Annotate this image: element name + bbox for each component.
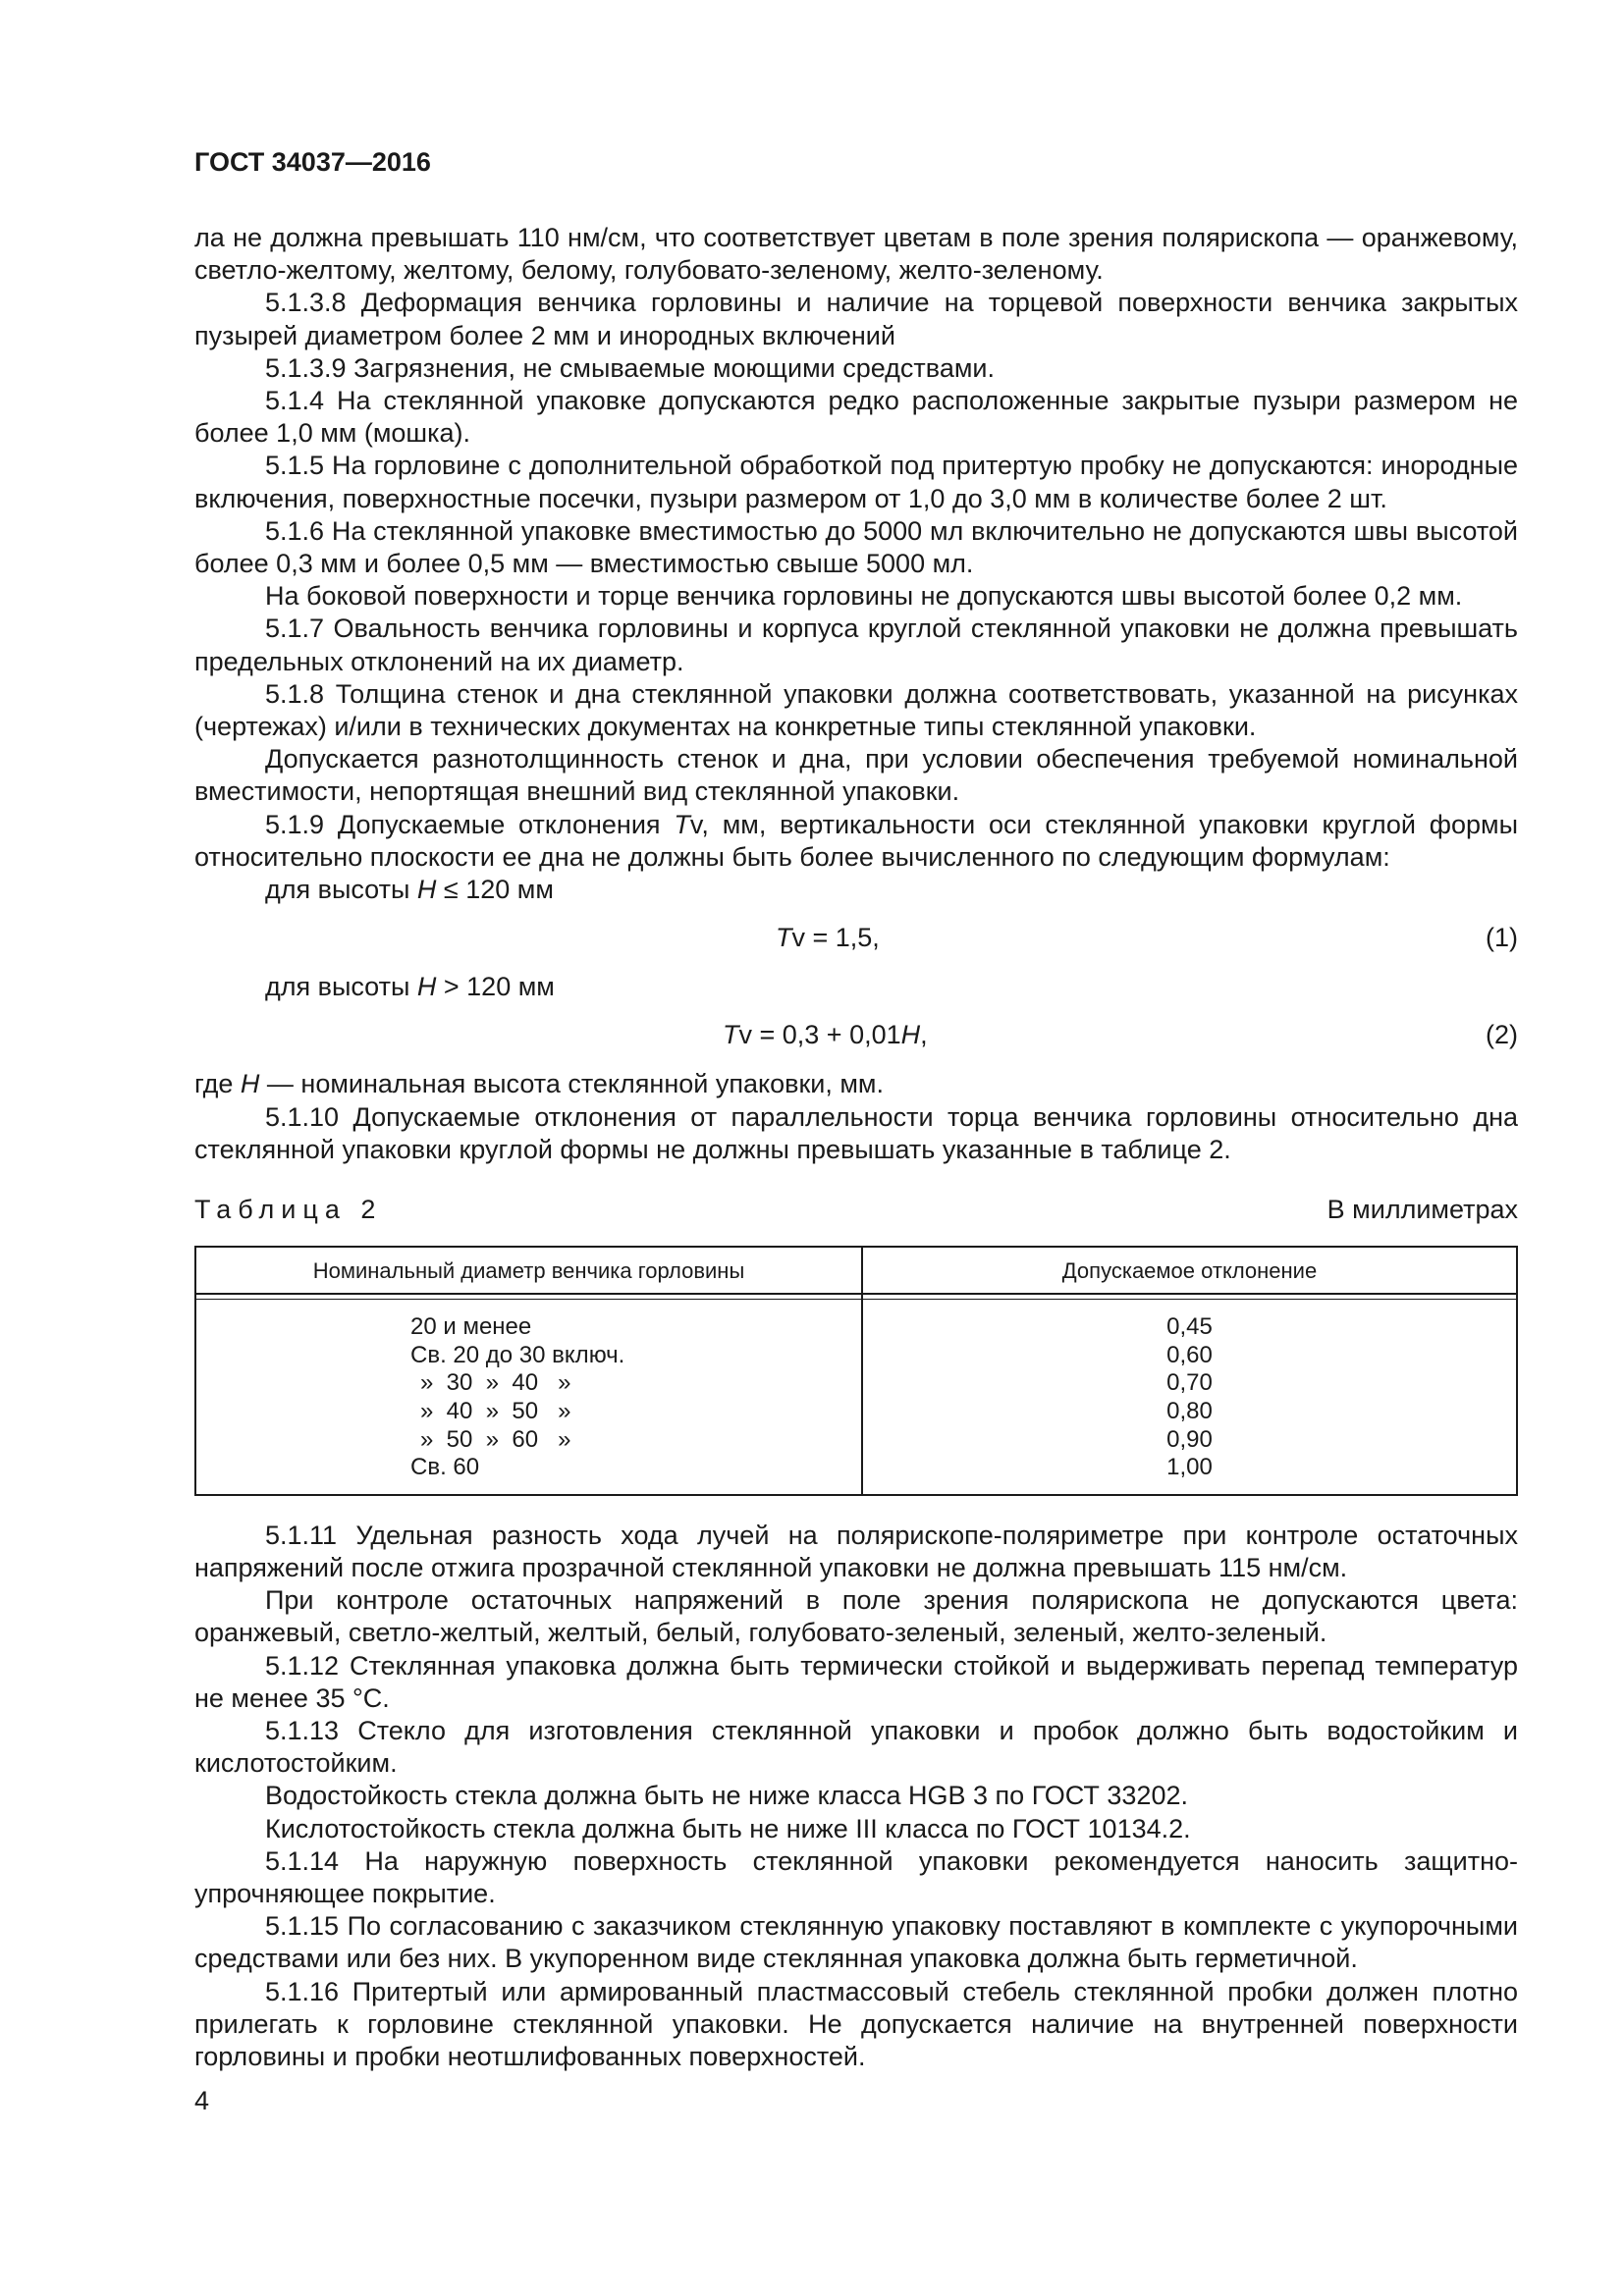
formula-1: [194, 906, 1518, 971]
column-header-deviation: Допускаемое отклонение: [862, 1247, 1517, 1294]
paragraph: 5.1.8 Толщина стенок и дна стеклянной упаковки должна соответствовать, указанной на рисунках (чертежах) и/или в технических документах на конкретные типы стеклянной упаковки.: [194, 678, 1518, 742]
paragraph-5-1-9: 5.1.9 Допускаемые отклонения Tv, мм, вертикальности оси стеклянной упаковки круглой формы относительно плоскости ее дна не должны быть более вычисленного по следующим формулам:: [194, 809, 1519, 872]
table-cell: 20 и менее: [410, 1313, 532, 1341]
paragraphs-after-table: [194, 1520, 1518, 2073]
table-cell: 0,80: [1166, 1398, 1213, 1425]
paragraph: Допускается разнотолщинность стенок и дна, при условии обеспечения требуемой номинальной вместимости, непортящая внешний вид стеклянной упаковки.: [194, 744, 1518, 807]
table-cell: 1,00: [1166, 1454, 1213, 1481]
table-units: В миллиметрах: [1326, 1195, 1518, 1225]
table-cell: » 30 » 40 »: [420, 1369, 571, 1397]
paragraph: Водостойкость стекла должна быть не ниже класса HGB 3 по ГОСТ 33202.: [265, 1781, 1188, 1811]
formula-1-expression: Tv = 1,5,: [776, 923, 880, 953]
formula-1-number: (1): [1486, 923, 1518, 953]
paragraph: На боковой поверхности и торце венчика горловины не допускаются швы высотой более 0,2 мм.: [265, 581, 1463, 612]
table-cell: 0,60: [1166, 1341, 1213, 1368]
paragraph: 5.1.4 На стеклянной упаковке допускаются редко расположенные закрытые пузыри размером не более 1,0 мм (мошка).: [194, 386, 1518, 449]
paragraph: 5.1.14 На наружную поверхность стеклянной упаковки рекомендуется наносить защитно-упрочняющее покрытие.: [194, 1845, 1518, 1909]
paragraph: 5.1.13 Стекло для изготовления стеклянной упаковки и пробок должно быть водостойким и кислотостойким.: [194, 1716, 1518, 1779]
table-caption-row: [194, 1194, 1518, 1226]
document-body: [194, 222, 1518, 2073]
paragraph: При контроле остаточных напряжений в поле зрения полярископа не допускаются цвета: оранжевый, светло-желтый, желтый, белый, голубовато-зеленый, зеленый, желто-зеленый.: [194, 1585, 1518, 1648]
paragraph: ла не должна превышать 110 нм/см, что соответствует цветам в поле зрения полярископа — оранжевому, светло-желтому, желтому, белому, голубовато-зеленому, желто-зеленому.: [194, 223, 1518, 286]
deviation-column: [862, 1300, 1517, 1495]
paragraph: 5.1.15 По согласованию с заказчиком стеклянную упаковку поставляют в комплекте с укупорочными средствами или без них. В укупоренном виде стеклянная упаковка должна быть герметичной.: [194, 1911, 1518, 1974]
diameter-column: [195, 1300, 862, 1495]
column-header-diameter: Номинальный диаметр венчика горловины: [195, 1247, 862, 1294]
formula-2-number: (2): [1486, 1020, 1518, 1050]
paragraph: 5.1.16 Притертый или армированный пластмассовый стебель стеклянной пробки должен плотно прилегать к горловине стеклянной упаковки. Не допускается наличие на внутренней поверхности горловины и пробки неотшлифованных поверхностей.: [194, 1976, 1518, 2072]
table-cell: 0,70: [1166, 1369, 1213, 1397]
paragraph: 5.1.3.9 Загрязнения, не смываемые моющими средствами.: [265, 352, 995, 383]
condition-1: для высоты H ≤ 120 мм: [265, 875, 554, 905]
paragraph: 5.1.11 Удельная разность хода лучей на полярископе-поляриметре при контроле остаточных напряжений после отжига прозрачной стеклянной упаковки не должна превышать 115 нм/см.: [194, 1520, 1518, 1583]
formula-2: [194, 1003, 1518, 1068]
page-number: 4: [194, 2086, 210, 2115]
paragraph: 5.1.6 На стеклянной упаковке вместимостью до 5000 мл включительно не допускаются швы высотой более 0,3 мм и более 0,5 мм — вместимостью свыше 5000 мл.: [194, 515, 1518, 579]
paragraph: Кислотостойкость стекла должна быть не ниже III класса по ГОСТ 10134.2.: [265, 1813, 1191, 1843]
paragraph: 5.1.3.8 Деформация венчика горловины и наличие на торцевой поверхности венчика закрытых пузырей диаметром более 2 мм и инородных включений: [194, 288, 1518, 350]
table-caption: Таблица 2: [194, 1195, 383, 1225]
table-cell: Св. 20 до 30 включ.: [410, 1341, 625, 1368]
document-header: ГОСТ 34037—2016: [194, 147, 431, 177]
paragraph: 5.1.7 Овальность венчика горловины и корпуса круглой стеклянной упаковки не должна превышать предельных отклонений на их диаметр.: [194, 614, 1518, 676]
formula-2-expression: Tv = 0,3 + 0,01H,: [723, 1020, 928, 1050]
condition-2: для высоты H > 120 мм: [265, 972, 555, 1002]
table-cell: » 40 » 50 »: [420, 1398, 571, 1425]
table-body-row: [195, 1300, 1517, 1495]
table-cell: 0,90: [1166, 1425, 1213, 1453]
table-cell: Св. 60: [410, 1454, 480, 1481]
table-cell: 0,45: [1166, 1313, 1213, 1341]
paragraph-5-1-10: 5.1.10 Допускаемые отклонения от параллельности торца венчика горловины относительно дна стеклянной упаковки круглой формы не должны превышать указанные в таблице 2.: [194, 1101, 1518, 1164]
table-2: [194, 1246, 1518, 1496]
table-cell: » 50 » 60 »: [420, 1425, 571, 1453]
paragraph: 5.1.5 На горловине с дополнительной обработкой под притертую пробку не допускаются: инородные включения, поверхностные посечки, пузыри размером от 1,0 до 3,0 мм в количестве более 2 шт.: [194, 451, 1518, 513]
formula-where: где H — номинальная высота стеклянной упаковки, мм.: [194, 1069, 884, 1099]
paragraph: 5.1.12 Стеклянная упаковка должна быть термически стойкой и выдерживать перепад температур не менее 35 °C.: [194, 1650, 1518, 1713]
